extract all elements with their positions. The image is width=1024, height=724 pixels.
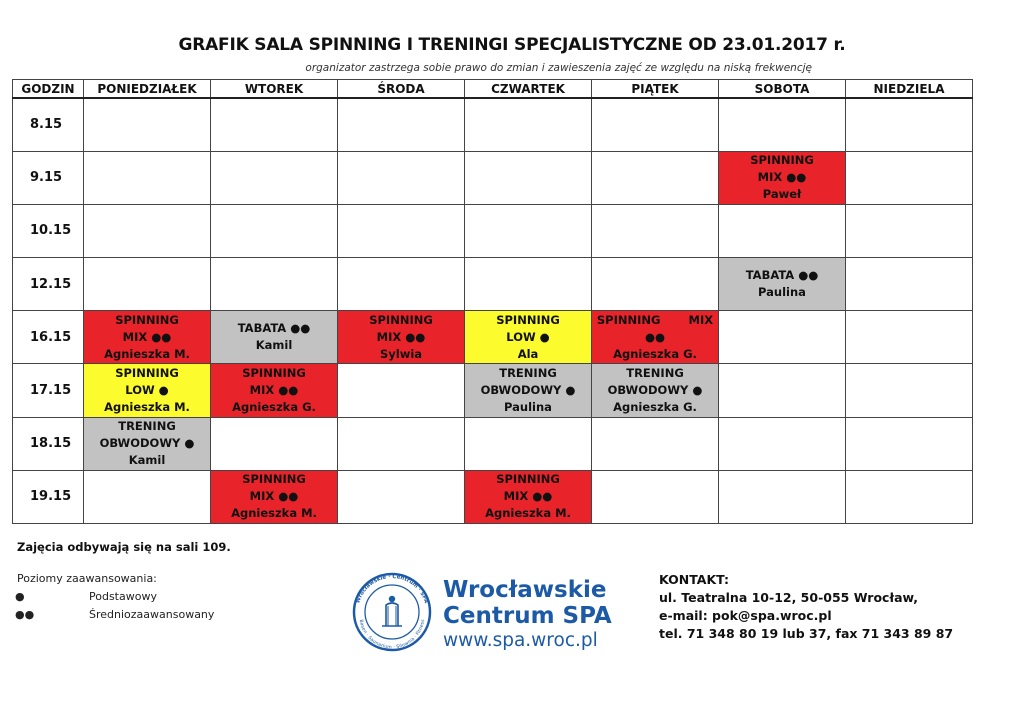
class-name-line: SPINNING: [242, 366, 306, 381]
class-name-line: LOW ●: [506, 329, 550, 344]
empty-cell-sunday: [846, 98, 973, 151]
class-trainer: Agnieszka G.: [232, 400, 316, 415]
empty-cell-monday: [84, 151, 211, 204]
class-cell-thursday: [465, 311, 592, 364]
empty-cell-wednesday: [338, 364, 465, 417]
class-cell-monday: [84, 417, 211, 470]
class-trainer: Agnieszka G.: [613, 346, 697, 361]
column-header-saturday: SOBOTA: [719, 80, 846, 99]
class-name-line: SPINNING: [750, 153, 814, 168]
class-name-line: MIX ●●: [122, 329, 172, 344]
class-info: [719, 267, 845, 301]
schedule-row: [13, 470, 973, 523]
class-info: [211, 471, 337, 522]
schedule-row: [13, 417, 973, 470]
class-trainer: Sylwia: [379, 346, 423, 361]
class-name-line: SPINNING: [115, 312, 179, 327]
empty-cell-thursday: [465, 98, 592, 151]
time-slot-label: 19.15: [13, 470, 84, 523]
empty-cell-saturday: [719, 470, 846, 523]
contact-address: ul. Teatralna 10-12, 50-055 Wrocław,: [659, 590, 919, 605]
spa-logo: [352, 572, 617, 652]
level-basic-dots: ●: [15, 590, 25, 603]
column-header-friday: PIĄTEK: [592, 80, 719, 99]
class-cell-monday: [84, 364, 211, 417]
class-name-line: SPINNING MIX: [596, 312, 714, 327]
schedule-header-row: [13, 80, 973, 99]
logo-inner-ring: [365, 585, 419, 639]
empty-cell-tuesday: [211, 151, 338, 204]
class-info: [84, 365, 210, 416]
class-info: [465, 365, 591, 416]
page-subtitle: organizator zastrzega sobie prawo do zmian i zawieszenia zajęć ze względu na niską frekwencję: [305, 62, 812, 74]
empty-cell-friday: [592, 204, 719, 257]
class-trainer: Paulina: [504, 400, 552, 415]
schedule-row: [13, 151, 973, 204]
class-name-line: SPINNING: [369, 312, 433, 327]
empty-cell-saturday: [719, 417, 846, 470]
empty-cell-sunday: [846, 151, 973, 204]
class-name-line: LOW ●: [125, 383, 169, 398]
logo-ring-bottom-text: Basen · Saunarium · Siłownia · Fitness: [357, 619, 427, 651]
logo-website: www.spa.wroc.pl: [443, 630, 598, 651]
time-slot-label: 17.15: [13, 364, 84, 417]
class-cell-thursday: [465, 470, 592, 523]
time-slot-label: 16.15: [13, 311, 84, 364]
levels-heading: Poziomy zaawansowania:: [17, 572, 157, 585]
levels-legend: [15, 572, 215, 626]
column-header-tuesday: WTOREK: [211, 80, 338, 99]
empty-cell-monday: [84, 98, 211, 151]
class-trainer: Paweł: [762, 187, 802, 202]
time-slot-label: 9.15: [13, 151, 84, 204]
level-basic-name: Podstawowy: [89, 590, 157, 603]
class-cell-tuesday: [211, 470, 338, 523]
level-intermediate-name: Średniozaawansowany: [89, 608, 215, 621]
logo-title-line2: Centrum SPA: [443, 603, 612, 629]
empty-cell-tuesday: [211, 204, 338, 257]
class-cell-wednesday: [338, 311, 465, 364]
empty-cell-friday: [592, 417, 719, 470]
logo-ring-top-text: Wrocławskie · Centrum · SPA: [355, 573, 429, 605]
class-trainer: Ala: [517, 346, 539, 361]
empty-cell-saturday: [719, 98, 846, 151]
empty-cell-wednesday: [338, 204, 465, 257]
class-name-line: ●●: [644, 329, 666, 344]
empty-cell-wednesday: [338, 98, 465, 151]
class-name-line: MIX ●●: [503, 489, 553, 504]
class-info: [719, 152, 845, 203]
time-slot-label: 8.15: [13, 98, 84, 151]
empty-cell-friday: [592, 470, 719, 523]
column-header-wednesday: ŚRODA: [338, 80, 465, 99]
class-trainer: Kamil: [255, 338, 293, 353]
class-name-line: SPINNING: [242, 472, 306, 487]
empty-cell-monday: [84, 204, 211, 257]
empty-cell-friday: [592, 258, 719, 311]
level-intermediate: [15, 608, 215, 626]
class-name-line: TRENING: [118, 419, 176, 434]
column-header-sunday: NIEDZIELA: [846, 80, 973, 99]
empty-cell-tuesday: [211, 417, 338, 470]
empty-cell-saturday: [719, 311, 846, 364]
class-name-line: MIX ●●: [249, 489, 299, 504]
empty-cell-sunday: [846, 258, 973, 311]
column-header-monday: PONIEDZIAŁEK: [84, 80, 211, 99]
logo-title-line1: Wrocławskie: [443, 577, 607, 603]
empty-cell-friday: [592, 151, 719, 204]
empty-cell-sunday: [846, 204, 973, 257]
time-slot-label: 12.15: [13, 258, 84, 311]
empty-cell-saturday: [719, 204, 846, 257]
empty-cell-monday: [84, 258, 211, 311]
class-name-line: TABATA ●●: [237, 321, 311, 336]
class-name-line: MIX ●●: [249, 383, 299, 398]
empty-cell-tuesday: [211, 98, 338, 151]
class-cell-saturday: [719, 258, 846, 311]
empty-cell-thursday: [465, 204, 592, 257]
schedule-row: [13, 98, 973, 151]
class-info: [84, 312, 210, 363]
class-info: [338, 312, 464, 363]
empty-cell-sunday: [846, 417, 973, 470]
class-cell-thursday: [465, 364, 592, 417]
contact-phone: tel. 71 348 80 19 lub 37, fax 71 343 89 87: [659, 626, 954, 641]
class-info: [465, 471, 591, 522]
class-cell-tuesday: [211, 311, 338, 364]
contact-heading: KONTAKT:: [659, 572, 729, 587]
empty-cell-wednesday: [338, 470, 465, 523]
empty-cell-monday: [84, 470, 211, 523]
class-name-line: SPINNING: [115, 366, 179, 381]
class-name-line: SPINNING: [496, 472, 560, 487]
schedule-body: [13, 98, 973, 524]
class-trainer: Agnieszka G.: [613, 400, 697, 415]
level-intermediate-dots: ●●: [15, 608, 35, 621]
empty-cell-thursday: [465, 417, 592, 470]
empty-cell-tuesday: [211, 258, 338, 311]
class-trainer: Agnieszka M.: [485, 506, 571, 521]
empty-cell-sunday: [846, 311, 973, 364]
class-trainer: Agnieszka M.: [104, 400, 190, 415]
schedule-table: [12, 79, 973, 524]
schedule-row: [13, 258, 973, 311]
empty-cell-friday: [592, 98, 719, 151]
class-name-line: TRENING: [626, 366, 684, 381]
schedule-row: [13, 364, 973, 417]
class-cell-saturday: [719, 151, 846, 204]
class-info: [592, 365, 718, 416]
class-name-line: OBWODOWY ●: [99, 436, 195, 451]
class-info: [592, 312, 718, 363]
empty-cell-thursday: [465, 258, 592, 311]
page-title: GRAFIK SALA SPINNING I TRENINGI SPECJALISTYCZNE OD 23.01.2017 r.: [178, 35, 846, 55]
class-info: [465, 312, 591, 363]
class-trainer: Agnieszka M.: [104, 346, 190, 361]
logo-figure-icon: [382, 596, 402, 626]
class-name-line: MIX ●●: [757, 170, 807, 185]
level-basic: [17, 590, 157, 608]
class-name-line: MIX ●●: [376, 329, 426, 344]
class-cell-friday: [592, 364, 719, 417]
class-trainer: Agnieszka M.: [231, 506, 317, 521]
empty-cell-sunday: [846, 364, 973, 417]
class-cell-friday: [592, 311, 719, 364]
class-name-line: TRENING: [499, 366, 557, 381]
class-info: [211, 320, 337, 354]
column-header-thursday: CZWARTEK: [465, 80, 592, 99]
empty-cell-sunday: [846, 470, 973, 523]
time-slot-label: 10.15: [13, 204, 84, 257]
empty-cell-saturday: [719, 364, 846, 417]
empty-cell-thursday: [465, 151, 592, 204]
column-header-hour: GODZIN: [13, 80, 84, 99]
class-info: [211, 365, 337, 416]
contact-block: [659, 571, 953, 643]
class-cell-tuesday: [211, 364, 338, 417]
class-name-line: SPINNING: [496, 312, 560, 327]
class-name-line: TABATA ●●: [745, 268, 819, 283]
class-trainer: Paulina: [758, 285, 806, 300]
contact-email: e-mail: pok@spa.wroc.pl: [659, 608, 832, 623]
class-cell-monday: [84, 311, 211, 364]
time-slot-label: 18.15: [13, 417, 84, 470]
empty-cell-wednesday: [338, 258, 465, 311]
empty-cell-wednesday: [338, 151, 465, 204]
room-note: Zajęcia odbywają się na sali 109.: [17, 540, 231, 554]
schedule-row: [13, 204, 973, 257]
class-trainer: Kamil: [128, 453, 166, 468]
class-info: [84, 418, 210, 469]
class-name-line: OBWODOWY ●: [480, 383, 576, 398]
class-name-line: OBWODOWY ●: [607, 383, 703, 398]
empty-cell-wednesday: [338, 417, 465, 470]
schedule-row: [13, 311, 973, 364]
